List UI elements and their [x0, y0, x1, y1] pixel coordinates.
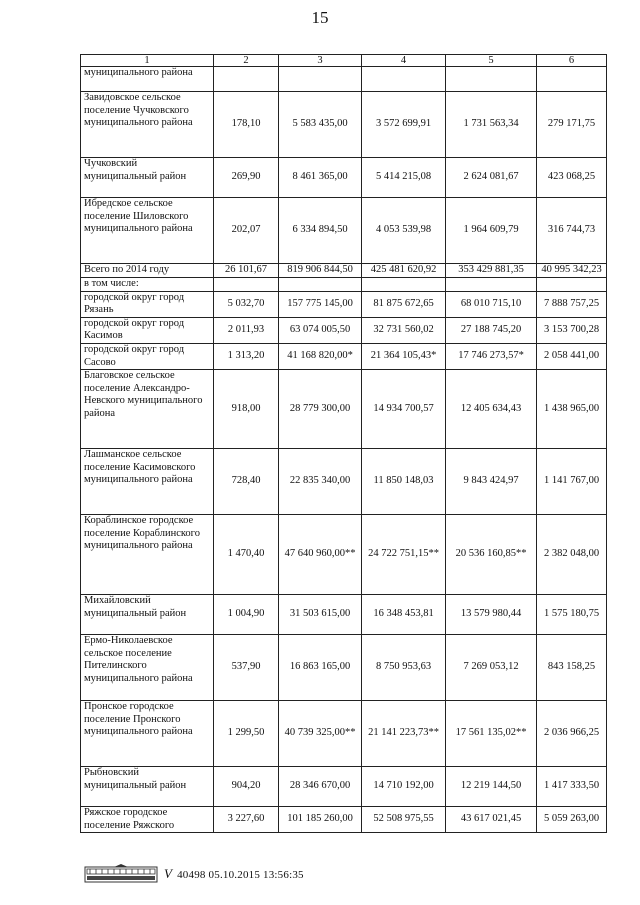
value-cell-c5: 17 561 135,02**	[446, 701, 537, 767]
value-cell-c4: 16 348 453,81	[362, 595, 446, 635]
value-cell-c6	[537, 67, 607, 92]
value-cell-c6: 2 036 966,25	[537, 701, 607, 767]
value-cell-c6: 1 141 767,00	[537, 449, 607, 515]
value-cell-c2: 1 004,90	[214, 595, 279, 635]
value-cell-c6	[537, 278, 607, 292]
value-cell-c4: 5 414 215,08	[362, 158, 446, 198]
value-cell-c2: 269,90	[214, 158, 279, 198]
table-row	[81, 449, 607, 515]
table-row	[81, 343, 607, 369]
value-cell-c6: 1 417 333,50	[537, 767, 607, 807]
table-row	[81, 701, 607, 767]
value-cell-c2	[214, 67, 279, 92]
value-cell-c4: 3 572 699,91	[362, 92, 446, 158]
row-name-cell: Рыбновский муниципальный район	[81, 767, 214, 807]
value-cell-c5: 7 269 053,12	[446, 635, 537, 701]
value-cell-c2: 904,20	[214, 767, 279, 807]
value-cell-c4: 21 364 105,43*	[362, 343, 446, 369]
row-name-cell: Михайловский муниципальный район	[81, 595, 214, 635]
value-cell-c5	[446, 278, 537, 292]
value-cell-c2: 918,00	[214, 370, 279, 449]
data-table-container	[80, 54, 607, 833]
value-cell-c3: 819 906 844,50	[279, 264, 362, 278]
value-cell-c5: 1 964 609,79	[446, 198, 537, 264]
value-cell-c4: 14 710 192,00	[362, 767, 446, 807]
page-number: 15	[311, 8, 329, 27]
value-cell-c6: 5 059 263,00	[537, 807, 607, 833]
value-cell-c2: 3 227,60	[214, 807, 279, 833]
row-name-cell: Ряжское городское поселение Ряжского	[81, 807, 214, 833]
value-cell-c3: 5 583 435,00	[279, 92, 362, 158]
table-header-cell: 3	[279, 55, 362, 67]
value-cell-c5	[446, 67, 537, 92]
value-cell-c3: 41 168 820,00*	[279, 343, 362, 369]
value-cell-c5: 27 188 745,20	[446, 317, 537, 343]
table-row	[81, 92, 607, 158]
value-cell-c6: 1 575 180,75	[537, 595, 607, 635]
value-cell-c2: 202,07	[214, 198, 279, 264]
row-name-cell: муниципального района	[81, 67, 214, 92]
value-cell-c2: 2 011,93	[214, 317, 279, 343]
value-cell-c4	[362, 67, 446, 92]
table-row	[81, 264, 607, 278]
value-cell-c4	[362, 278, 446, 292]
value-cell-c4: 425 481 620,92	[362, 264, 446, 278]
value-cell-c3	[279, 278, 362, 292]
value-cell-c6: 1 438 965,00	[537, 370, 607, 449]
value-cell-c3	[279, 67, 362, 92]
value-cell-c6: 843 158,25	[537, 635, 607, 701]
table-header-cell: 4	[362, 55, 446, 67]
value-cell-c3: 47 640 960,00**	[279, 515, 362, 595]
table-header-cell: 6	[537, 55, 607, 67]
government-logo-icon	[84, 864, 158, 884]
value-cell-c6: 423 068,25	[537, 158, 607, 198]
row-name-cell: Всего по 2014 году	[81, 264, 214, 278]
table-row	[81, 515, 607, 595]
value-cell-c2: 1 299,50	[214, 701, 279, 767]
data-table	[80, 54, 607, 833]
value-cell-c3: 40 739 325,00**	[279, 701, 362, 767]
row-name-cell: городской округ город Рязань	[81, 291, 214, 317]
value-cell-c5: 68 010 715,10	[446, 291, 537, 317]
row-name-cell: городской округ город Касимов	[81, 317, 214, 343]
table-row	[81, 67, 607, 92]
row-name-cell: Пронское городское поселение Пронского муниципального района	[81, 701, 214, 767]
value-cell-c3: 8 461 365,00	[279, 158, 362, 198]
value-cell-c5: 12 405 634,43	[446, 370, 537, 449]
table-header-cell: 5	[446, 55, 537, 67]
value-cell-c2: 537,90	[214, 635, 279, 701]
value-cell-c3: 63 074 005,50	[279, 317, 362, 343]
value-cell-c2: 728,40	[214, 449, 279, 515]
value-cell-c3: 28 346 670,00	[279, 767, 362, 807]
value-cell-c3: 16 863 165,00	[279, 635, 362, 701]
value-cell-c2: 5 032,70	[214, 291, 279, 317]
value-cell-c3: 6 334 894,50	[279, 198, 362, 264]
value-cell-c5: 12 219 144,50	[446, 767, 537, 807]
value-cell-c5: 13 579 980,44	[446, 595, 537, 635]
value-cell-c6: 7 888 757,25	[537, 291, 607, 317]
footer-text	[164, 866, 304, 882]
value-cell-c2: 178,10	[214, 92, 279, 158]
row-name-cell: Чучковский муниципальный район	[81, 158, 214, 198]
table-row	[81, 635, 607, 701]
value-cell-c4: 81 875 672,65	[362, 291, 446, 317]
row-name-cell: в том числе:	[81, 278, 214, 292]
table-row	[81, 807, 607, 833]
value-cell-c2	[214, 278, 279, 292]
value-cell-c4: 32 731 560,02	[362, 317, 446, 343]
row-name-cell: Лашманское сельское поселение Касимовского муниципального района	[81, 449, 214, 515]
row-name-cell: Ермо-Николаевское сельское поселение Пителинского муниципального района	[81, 635, 214, 701]
value-cell-c6: 316 744,73	[537, 198, 607, 264]
row-name-cell: городской округ город Сасово	[81, 343, 214, 369]
value-cell-c5: 20 536 160,85**	[446, 515, 537, 595]
value-cell-c5: 43 617 021,45	[446, 807, 537, 833]
table-row	[81, 317, 607, 343]
footer-symbol: V	[164, 866, 173, 881]
table-row	[81, 198, 607, 264]
value-cell-c2: 1 470,40	[214, 515, 279, 595]
table-row	[81, 291, 607, 317]
table-row	[81, 370, 607, 449]
value-cell-c2: 26 101,67	[214, 264, 279, 278]
value-cell-c4: 24 722 751,15**	[362, 515, 446, 595]
row-name-cell: Ибредское сельское поселение Шиловского муниципального района	[81, 198, 214, 264]
value-cell-c4: 14 934 700,57	[362, 370, 446, 449]
value-cell-c3: 28 779 300,00	[279, 370, 362, 449]
value-cell-c5: 2 624 081,67	[446, 158, 537, 198]
value-cell-c6: 2 382 048,00	[537, 515, 607, 595]
value-cell-c4: 52 508 975,55	[362, 807, 446, 833]
table-header-cell: 1	[81, 55, 214, 67]
value-cell-c5: 17 746 273,57*	[446, 343, 537, 369]
value-cell-c6: 3 153 700,28	[537, 317, 607, 343]
value-cell-c3: 157 775 145,00	[279, 291, 362, 317]
value-cell-c3: 101 185 260,00	[279, 807, 362, 833]
value-cell-c4: 4 053 539,98	[362, 198, 446, 264]
value-cell-c5: 1 731 563,34	[446, 92, 537, 158]
value-cell-c4: 11 850 148,03	[362, 449, 446, 515]
table-row	[81, 767, 607, 807]
value-cell-c5: 9 843 424,97	[446, 449, 537, 515]
value-cell-c2: 1 313,20	[214, 343, 279, 369]
table-row	[81, 595, 607, 635]
footer-stamp	[84, 864, 304, 884]
row-name-cell: Благовское сельское поселение Александро-Невского муниципального района	[81, 370, 214, 449]
value-cell-c4: 21 141 223,73**	[362, 701, 446, 767]
footer-registration: 40498 05.10.2015 13:56:35	[177, 869, 304, 881]
value-cell-c6: 40 995 342,23	[537, 264, 607, 278]
value-cell-c6: 279 171,75	[537, 92, 607, 158]
value-cell-c3: 31 503 615,00	[279, 595, 362, 635]
value-cell-c5: 353 429 881,35	[446, 264, 537, 278]
table-row	[81, 278, 607, 292]
value-cell-c3: 22 835 340,00	[279, 449, 362, 515]
value-cell-c6: 2 058 441,00	[537, 343, 607, 369]
table-row	[81, 158, 607, 198]
value-cell-c4: 8 750 953,63	[362, 635, 446, 701]
row-name-cell: Завидовское сельское поселение Чучковского муниципального района	[81, 92, 214, 158]
table-header-row	[81, 55, 607, 67]
table-header-cell: 2	[214, 55, 279, 67]
row-name-cell: Кораблинское городское поселение Кораблинского муниципального района	[81, 515, 214, 595]
